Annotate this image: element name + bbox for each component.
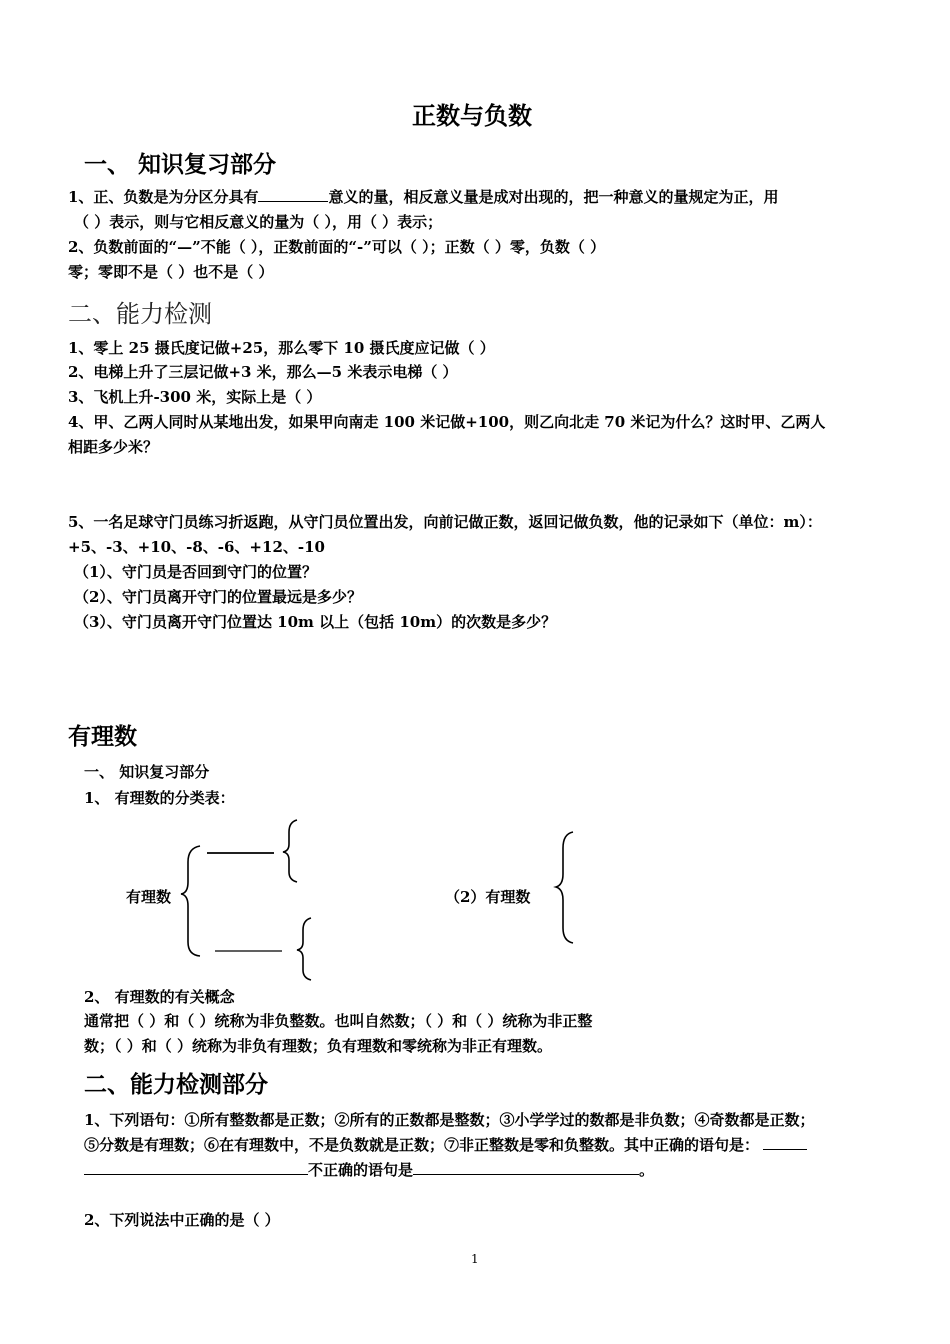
rational-question-2: 2、 有理数的有关概念 [84, 988, 235, 1006]
section-heading-knowledge: 一、 知识复习部分 [84, 151, 277, 178]
section-heading-ability: 二、能力检测 [68, 300, 212, 328]
section-heading-ability-part: 二、能力检测部分 [84, 1071, 268, 1098]
classification-label-right: （2）有理数 [445, 888, 531, 906]
ability-question-4-line-2: 相距多少米？ [68, 438, 159, 456]
fill-blank [84, 1160, 308, 1175]
ability-question-2: 2、电梯上升了三层记做+3 米，那么—5 米表示电梯（ ） [68, 363, 458, 381]
statement-question-text: ⑤分数是有理数；⑥在有理数中，不是负数就是正数；⑦非正整数是零和负整数。其中正确的语句是： [84, 1136, 760, 1154]
question-1-part-b: 意义的量，相反意义量是成对出现的，把一种意义的量规定为正，用 [328, 188, 779, 206]
lower-sub-brace [297, 918, 311, 980]
choice-question-2: 2、下列说法中正确的是（ ） [84, 1211, 280, 1229]
rational-concepts-line-1: 通常把（ ）和（ ）统称为非负整数。也叫自然数；（ ）和（ ）统称为非正整 [84, 1012, 593, 1030]
classification-label-left: 有理数 [126, 888, 172, 906]
ability-question-5-sub-2: （2）、守门员离开守门的位置最远是多少？ [74, 588, 362, 606]
statement-question-line-1: 1、下列语句：①所有整数都是正数；②所有的正数都是整数；③小学学过的数都是非负数；④奇数都是正数； [84, 1111, 815, 1129]
question-2-line-1: 2、负数前面的“—”不能（ ），正数前面的“-”可以（ ）；正数（ ）零，负数（ ） [68, 238, 606, 256]
ability-question-5-records: +5、-3、+10、-8、-6、+12、-10 [68, 538, 325, 556]
question-1-line-2: （ ）表示，则与它相反意义的量为（ ），用（ ）表示； [74, 213, 443, 231]
ability-question-5-sub-1: （1）、守门员是否回到守门的位置？ [74, 563, 317, 581]
page-title: 正数与负数 [412, 101, 532, 130]
rational-section-heading: 一、 知识复习部分 [84, 763, 210, 781]
upper-sub-brace [283, 820, 297, 882]
ability-question-5-sub-3: （3）、守门员离开守门位置达 10m 以上（包括 10m）的次数是多少？ [74, 613, 557, 631]
fill-blank [763, 1135, 807, 1150]
question-2-line-2: 零；零即不是（ ）也不是（ ） [68, 263, 274, 281]
rational-concepts-line-2: 数；（ ）和（ ）统称为非负有理数；负有理数和零统称为非正有理数。 [84, 1037, 552, 1055]
right-brace [556, 832, 573, 943]
statement-question-line-3 [84, 1160, 654, 1180]
ability-question-1: 1、零上 25 摄氏度记做+25，那么零下 10 摄氏度应记做（ ） [68, 339, 495, 357]
page-number: 1 [471, 1252, 479, 1266]
question-1-part-a: 1、正、负数是为分区分具有 [68, 188, 259, 206]
statement-question-line-2 [84, 1135, 807, 1155]
ability-question-4-line-1: 4、甲、乙两人同时从某地出发，如果甲向南走 100 米记做+100，则乙向北走 70 米记为什么？这时甲、乙两人 [68, 413, 826, 431]
ability-question-3: 3、飞机上升-300 米，实际上是（ ） [68, 388, 322, 406]
rational-question-1: 1、 有理数的分类表： [84, 789, 235, 807]
ability-question-5-line-1: 5、一名足球守门员练习折返跑，从守门员位置出发，向前记做正数，返回记做负数，他的记录如下（单位：m）： [68, 513, 822, 531]
rational-title: 有理数 [68, 723, 137, 750]
fill-blank [413, 1160, 639, 1175]
incorrect-label: 不正确的语句是 [308, 1161, 414, 1179]
main-brace-left [181, 846, 200, 956]
statement-end: 。 [639, 1161, 655, 1179]
